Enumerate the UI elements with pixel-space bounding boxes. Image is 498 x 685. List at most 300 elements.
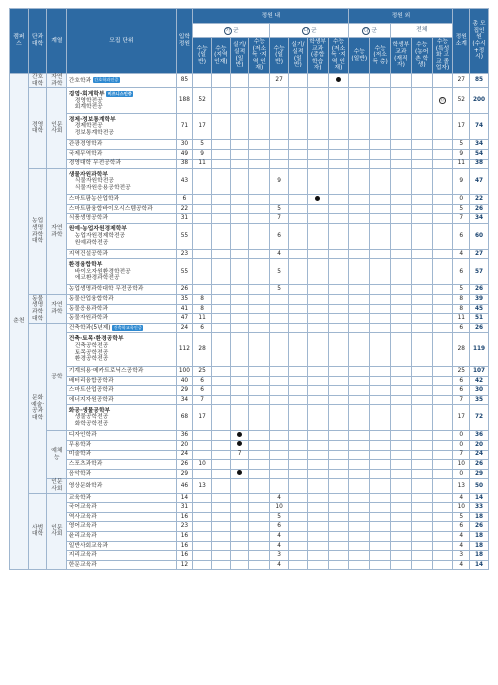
quota-cell [307, 405, 328, 431]
unit-name: 관광경영학과 [68, 141, 103, 148]
quota-cell [307, 323, 328, 333]
quota-cell [230, 114, 249, 140]
table-row [10, 249, 489, 259]
quota-cell [432, 405, 453, 431]
quota-cell [211, 249, 230, 259]
quota-cell [432, 195, 453, 205]
quota-cell [328, 140, 349, 150]
quota-cell [432, 149, 453, 159]
quota-cell [432, 469, 453, 479]
quota-cell [391, 333, 412, 367]
quota-cell [288, 431, 307, 441]
quota-cell [328, 531, 349, 541]
quota-total-cell: 10 [453, 503, 470, 513]
quota-cell [307, 531, 328, 541]
sub-major: 화학공학전공 [74, 421, 109, 428]
quota-cell [230, 479, 249, 493]
quota-cell [328, 214, 349, 224]
quota-cell [349, 431, 370, 441]
quota-cell [249, 366, 270, 376]
accreditation-badge: 간호학과인증 [94, 77, 119, 83]
category-cell: 자연과학 [47, 74, 67, 88]
quota-cell [211, 551, 230, 561]
quota-cell [349, 479, 370, 493]
unit-cell [67, 114, 176, 140]
quota-cell [432, 114, 453, 140]
quota-cell [432, 366, 453, 376]
quota-cell [391, 405, 412, 431]
quota-cell [211, 366, 230, 376]
column-header: 수능 (농어촌 학생) [411, 38, 432, 74]
quota-cell [307, 295, 328, 305]
quota-cell [391, 469, 412, 479]
quota-cell [211, 503, 230, 513]
quota-cell [391, 366, 412, 376]
quota-cell [391, 74, 412, 88]
enrollment-cell: 24 [176, 450, 193, 460]
quota-cell [349, 214, 370, 224]
table-row [10, 450, 489, 460]
quota-cell [391, 304, 412, 314]
quota-cell [432, 479, 453, 493]
grand-total-cell: 14 [470, 560, 489, 570]
quota-cell [249, 249, 270, 259]
quota-cell [349, 440, 370, 450]
quota-cell [432, 460, 453, 470]
quota-cell [391, 204, 412, 214]
quota-cell: 3 [270, 551, 289, 561]
quota-cell [391, 214, 412, 224]
quota-cell: 4 [270, 493, 289, 503]
quota-cell [211, 560, 230, 570]
quota-cell [230, 323, 249, 333]
quota-total-cell: 4 [453, 541, 470, 551]
quota-cell [211, 469, 230, 479]
quota-cell [193, 440, 212, 450]
quota-total-cell: 25 [453, 366, 470, 376]
quota-cell [349, 405, 370, 431]
quota-cell [391, 560, 412, 570]
quota-cell [307, 169, 328, 195]
quota-cell: 13 [193, 479, 212, 493]
unit-name: 동물자원과학과 [68, 315, 108, 322]
quota-cell [432, 259, 453, 285]
quota-cell [349, 541, 370, 551]
column-header: 수능 (일반) [270, 38, 289, 74]
quota-cell [193, 503, 212, 513]
quota-cell [230, 493, 249, 503]
quota-cell [432, 323, 453, 333]
table-row [10, 74, 489, 88]
quota-cell [391, 159, 412, 169]
unit-name: 미술학과 [68, 451, 92, 458]
dot-marker-icon [237, 432, 242, 437]
quota-cell [193, 204, 212, 214]
enrollment-cell: 85 [176, 74, 193, 88]
quota-cell [288, 450, 307, 460]
quota-cell [230, 376, 249, 386]
quota-cell [349, 223, 370, 249]
quota-cell [249, 88, 270, 114]
quota-cell [432, 304, 453, 314]
table-row [10, 314, 489, 324]
quota-cell [411, 551, 432, 561]
column-header: 수능 (특성화 고교 졸업자) [432, 38, 453, 74]
quota-cell [307, 259, 328, 285]
quota-cell [349, 74, 370, 88]
quota-cell [328, 169, 349, 195]
quota-cell [349, 114, 370, 140]
grand-total-cell: 24 [470, 450, 489, 460]
quota-cell [307, 223, 328, 249]
quota-cell [211, 304, 230, 314]
quota-cell [349, 88, 370, 114]
enrollment-header: 입학정원 [176, 9, 193, 74]
quota-cell [288, 541, 307, 551]
quota-cell [230, 460, 249, 470]
quota-cell [391, 493, 412, 503]
quota-cell: 4 [270, 560, 289, 570]
quota-cell [249, 159, 270, 169]
unit-cell [67, 386, 176, 396]
quota-cell [288, 531, 307, 541]
grand-total-cell: 200 [470, 88, 489, 114]
quota-cell [193, 214, 212, 224]
quota-cell [307, 386, 328, 396]
quota-cell [270, 140, 289, 150]
quota-cell [432, 531, 453, 541]
quota-cell [211, 386, 230, 396]
enrollment-cell: 188 [176, 88, 193, 114]
quota-cell [307, 366, 328, 376]
quota-total-cell: 9 [453, 149, 470, 159]
quota-cell [370, 149, 391, 159]
unit-name: 영상문화학과 [68, 482, 103, 489]
quota-cell [391, 395, 412, 405]
quota-cell [193, 259, 212, 285]
quota-cell [328, 460, 349, 470]
quota-cell [288, 522, 307, 532]
table-row [10, 551, 489, 561]
quota-cell [349, 493, 370, 503]
quota-cell [211, 140, 230, 150]
quota-cell [249, 376, 270, 386]
unit-name: 교육학과 [68, 494, 92, 501]
quota-cell [411, 285, 432, 295]
column-header: 실기/ 실적 (일반) [288, 38, 307, 74]
admissions-table [9, 8, 489, 570]
quota-cell [307, 159, 328, 169]
quota-cell [411, 249, 432, 259]
enrollment-cell: 71 [176, 114, 193, 140]
unit-name: 스포츠과학과 [68, 461, 103, 468]
quota-cell [370, 366, 391, 376]
grand-total-cell: 50 [470, 479, 489, 493]
college-cell: 간호대학 [28, 74, 47, 88]
quota-cell [288, 259, 307, 285]
quota-cell [370, 259, 391, 285]
quota-cell [307, 249, 328, 259]
enrollment-cell: 12 [176, 560, 193, 570]
enrollment-cell: 16 [176, 551, 193, 561]
quota-cell [288, 493, 307, 503]
quota-cell [249, 314, 270, 324]
grand-total-cell: 33 [470, 503, 489, 513]
quota-cell [349, 204, 370, 214]
quota-cell [307, 440, 328, 450]
unit-name: 스마트팜농산업학과 [68, 196, 120, 203]
grand-total-cell: 35 [470, 395, 489, 405]
quota-cell [211, 323, 230, 333]
quota-cell [370, 74, 391, 88]
quota-cell: 8 [193, 295, 212, 305]
quota-cell [370, 450, 391, 460]
quota-cell [249, 74, 270, 88]
quota-cell [230, 333, 249, 367]
quota-cell [249, 285, 270, 295]
quota-cell [411, 333, 432, 367]
quota-cell: 52 [193, 88, 212, 114]
quota-cell [230, 249, 249, 259]
grand-total-cell: 14 [470, 493, 489, 503]
grand-total-cell: 20 [470, 440, 489, 450]
quota-cell [288, 469, 307, 479]
quota-cell: 7 [193, 395, 212, 405]
table-row [10, 469, 489, 479]
quota-total-cell: 4 [453, 493, 470, 503]
quota-cell [370, 204, 391, 214]
quota-cell [288, 314, 307, 324]
sub-major: 경영학전공 [74, 97, 103, 104]
category-header: 계열 [47, 9, 67, 74]
quota-cell [249, 493, 270, 503]
quota-cell: 6 [270, 223, 289, 249]
enrollment-cell: 35 [176, 295, 193, 305]
category-cell: 인문사회 [47, 479, 67, 493]
sub-major: 농업자원경제학전공 [74, 233, 126, 240]
quota-cell [370, 285, 391, 295]
quota-cell [211, 114, 230, 140]
table-row [10, 169, 489, 195]
quota-cell [391, 88, 412, 114]
quota-cell: 6 [193, 323, 212, 333]
grand-total-cell: 74 [470, 114, 489, 140]
enrollment-cell: 24 [176, 323, 193, 333]
quota-cell [349, 366, 370, 376]
quota-cell [391, 386, 412, 396]
enrollment-cell: 46 [176, 479, 193, 493]
quota-cell [307, 469, 328, 479]
quota-cell [307, 479, 328, 493]
quota-cell [349, 395, 370, 405]
table-row [10, 531, 489, 541]
quota-cell: 5 [270, 285, 289, 295]
unit-cell [67, 522, 176, 532]
quota-total-cell: 7 [453, 450, 470, 460]
quota-cell [411, 295, 432, 305]
unit-name: 국어교육과 [68, 504, 97, 511]
unit-cell [67, 259, 176, 285]
quota-cell [288, 74, 307, 88]
unit-name: 지리교육과 [68, 552, 97, 559]
quota-cell [288, 195, 307, 205]
quota-cell [411, 479, 432, 493]
accreditation-badge: 비즈니스인증 [107, 90, 132, 96]
grand-total-cell: 51 [470, 314, 489, 324]
quota-cell [432, 376, 453, 386]
quota-cell [288, 503, 307, 513]
quota-total-cell: 6 [453, 376, 470, 386]
unit-name: 역사교육과 [68, 513, 97, 520]
unit-cell [67, 503, 176, 513]
quota-cell [370, 531, 391, 541]
table-row [10, 493, 489, 503]
quota-cell: 25 [193, 366, 212, 376]
unit-name: 경영대학 무전공학과 [68, 160, 121, 167]
quota-cell [349, 323, 370, 333]
quota-cell [230, 395, 249, 405]
unit-name: 경영·회계학부 비즈니스인증 [68, 90, 132, 98]
quota-cell [193, 249, 212, 259]
quota-cell [288, 304, 307, 314]
unit-cell [67, 531, 176, 541]
column-header: 수능 (저소득 ·지역 인재) [249, 38, 270, 74]
unit-cell [67, 431, 176, 441]
quota-cell [249, 223, 270, 249]
quota-cell [193, 512, 212, 522]
quota-cell [249, 323, 270, 333]
quota-cell [328, 541, 349, 551]
sub-major: 생물공학전공 [74, 414, 109, 421]
quota-cell [432, 395, 453, 405]
quota-cell [270, 469, 289, 479]
quota-total-cell: 0 [453, 469, 470, 479]
quota-cell [328, 551, 349, 561]
quota-cell: 10 [193, 460, 212, 470]
quota-cell [370, 479, 391, 493]
quota-cell: 27 [270, 74, 289, 88]
table-row [10, 114, 489, 140]
quota-cell [391, 376, 412, 386]
quota-cell [328, 469, 349, 479]
grand-total-cell: 54 [470, 149, 489, 159]
unit-name: 국제무역학과 [68, 150, 103, 157]
grand-total-cell: 26 [470, 460, 489, 470]
college-header: 단과대학 [28, 9, 47, 74]
quota-cell [307, 149, 328, 159]
quota-cell [432, 522, 453, 532]
table-row [10, 522, 489, 532]
unit-name: 에너지자원공학과 [68, 396, 114, 403]
quota-cell: 6 [193, 376, 212, 386]
quota-cell [193, 285, 212, 295]
quota-cell: 11 [193, 159, 212, 169]
quota-cell: 4 [270, 249, 289, 259]
quota-cell [391, 149, 412, 159]
quota-cell [411, 169, 432, 195]
quota-cell: 5 [193, 140, 212, 150]
quota-total-cell: 6 [453, 223, 470, 249]
quota-cell [307, 431, 328, 441]
quota-cell [211, 431, 230, 441]
quota-cell [349, 512, 370, 522]
quota-cell [288, 386, 307, 396]
quota-cell [328, 333, 349, 367]
quota-cell [391, 460, 412, 470]
quota-cell [230, 214, 249, 224]
category-cell: 인문사회 [47, 88, 67, 169]
quota-cell [432, 295, 453, 305]
quota-total-cell: 8 [453, 304, 470, 314]
quota-cell [328, 114, 349, 140]
unit-cell [67, 376, 176, 386]
quota-cell [432, 512, 453, 522]
table-row [10, 541, 489, 551]
quota-cell [370, 395, 391, 405]
quota-cell [411, 460, 432, 470]
quota-cell [307, 204, 328, 214]
unit-name: 건축·토목·환경공학부 [68, 336, 124, 343]
grand-total-cell: 27 [470, 249, 489, 259]
grand-total-cell: 18 [470, 541, 489, 551]
quota-total-cell: 8 [453, 295, 470, 305]
quota-cell [391, 314, 412, 324]
quota-cell [249, 503, 270, 513]
quota-cell: 11 [193, 314, 212, 324]
table-row [10, 195, 489, 205]
unit-name: 식품생명공학과 [68, 215, 108, 222]
unit-name: 무용학과 [68, 441, 92, 448]
quota-cell: 7 [270, 214, 289, 224]
unit-cell [67, 149, 176, 159]
enrollment-cell: 40 [176, 376, 193, 386]
quota-cell [193, 551, 212, 561]
enrollment-cell: 31 [176, 214, 193, 224]
unit-cell [67, 366, 176, 376]
quota-cell [349, 376, 370, 386]
quota-cell [411, 204, 432, 214]
quota-cell [432, 169, 453, 195]
quota-cell [391, 323, 412, 333]
quota-cell [288, 223, 307, 249]
quota-cell [411, 259, 432, 285]
quota-cell [288, 333, 307, 367]
unit-cell [67, 214, 176, 224]
quota-cell [288, 140, 307, 150]
quota-cell [411, 469, 432, 479]
unit-cell [67, 469, 176, 479]
quota-cell [432, 431, 453, 441]
quota-cell [288, 405, 307, 431]
quota-cell [211, 149, 230, 159]
table-row [10, 431, 489, 441]
enrollment-cell: 26 [176, 460, 193, 470]
quota-cell [288, 323, 307, 333]
quota-cell [370, 323, 391, 333]
quota-cell [249, 169, 270, 195]
quota-cell [307, 512, 328, 522]
quota-total-cell: 7 [453, 395, 470, 405]
quota-cell [230, 431, 249, 441]
quota-cell [391, 195, 412, 205]
sub-major: 정보통계학전공 [74, 130, 114, 137]
quota-cell [230, 295, 249, 305]
grand-total-cell: 26 [470, 522, 489, 532]
table-row [10, 223, 489, 249]
quota-cell [411, 314, 432, 324]
unit-cell [67, 479, 176, 493]
table-row [10, 159, 489, 169]
